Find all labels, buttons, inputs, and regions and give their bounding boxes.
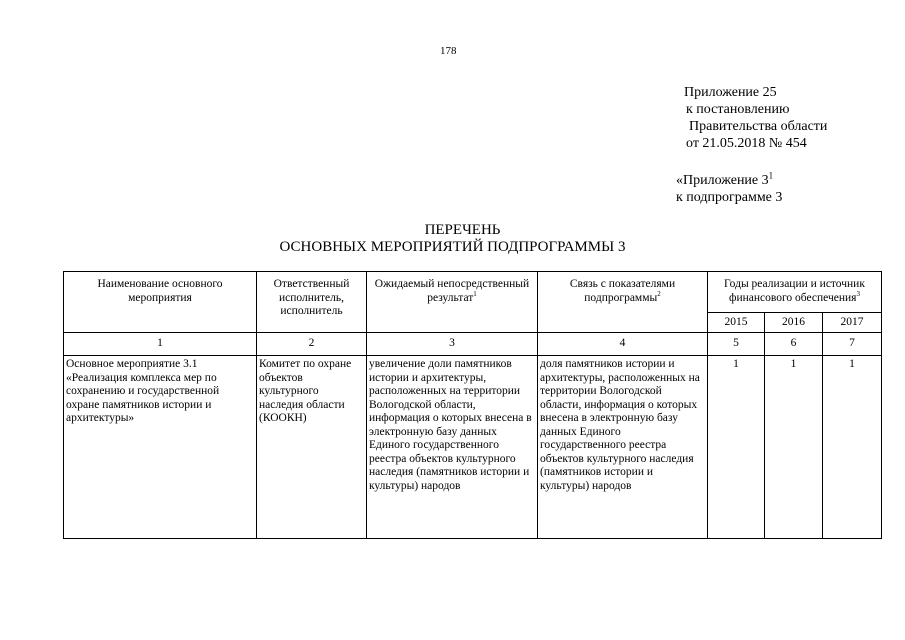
header-name: Наименование основного мероприятия — [64, 272, 257, 333]
column-numbers-row — [64, 333, 882, 356]
year-2015: 2015 — [708, 313, 765, 333]
sub-appendix-line-1 — [676, 172, 782, 189]
cell-2016: 1 — [765, 356, 823, 539]
column-number: 4 — [538, 333, 708, 356]
cell-result: увеличение доли памятников истории и архитектуры, расположенных на территории Вологодской области, информация о которых внесена в электронную базу данных Единого государственного реестра объектов культурного наследия (памятников истории и культуры) народов — [367, 356, 538, 539]
header-link-sup: 2 — [657, 289, 661, 298]
sub-appendix-sup: 1 — [768, 170, 774, 181]
title-line-1: ПЕРЕЧЕНЬ — [424, 222, 501, 238]
sub-appendix-block — [676, 172, 782, 206]
header-years-sup: 3 — [856, 289, 860, 298]
appendix-line-1: Приложение 25 — [684, 85, 777, 100]
sub-appendix-line-1-text: «Приложение 3 — [676, 173, 769, 188]
column-number: 2 — [257, 333, 367, 356]
header-result-sup: 1 — [473, 289, 477, 298]
cell-executor: Комитет по охране объектов культурного наследия области (КООКН) — [257, 356, 367, 539]
cell-2017: 1 — [823, 356, 882, 539]
measures-table — [63, 271, 882, 539]
header-link — [538, 272, 708, 333]
column-number: 1 — [64, 333, 257, 356]
header-result — [367, 272, 538, 333]
cell-name: Основное мероприятие 3.1 «Реализация комплекса мер по сохранению и государственной охране памятников истории и архитектуры» — [64, 356, 257, 539]
sub-appendix-line-2: к подпрограмме 3 — [676, 190, 783, 205]
column-number: 7 — [823, 333, 882, 356]
appendix-line-4: от 21.05.2018 № 454 — [686, 136, 807, 151]
page-number: 178 — [440, 45, 457, 57]
document-title — [0, 222, 905, 256]
title-line-2: ОСНОВНЫХ МЕРОПРИЯТИЙ ПОДПРОГРАММЫ 3 — [279, 239, 626, 255]
header-executor: Ответственный исполнитель, исполнитель — [257, 272, 367, 333]
header-link-text: Связь с показателями подпрограммы — [569, 278, 676, 304]
table-row — [64, 356, 882, 539]
cell-link: доля памятников истории и архитектуры, расположенных на территории Вологодской области, информация о которых внесена в электронную базу данных Единого государственного реестра объектов культурного наследия (памятников истории и культуры) народов — [538, 356, 708, 539]
appendix-line-2: к постановлению — [686, 102, 790, 117]
year-2017: 2017 — [823, 313, 882, 333]
header-years — [708, 272, 882, 313]
appendix-line-3: Правительства области — [689, 119, 828, 134]
column-number: 6 — [765, 333, 823, 356]
column-number: 5 — [708, 333, 765, 356]
appendix-block — [684, 84, 827, 152]
cell-2015: 1 — [708, 356, 765, 539]
header-result-text: Ожидаемый непосредственный результат — [374, 278, 530, 304]
year-2016: 2016 — [765, 313, 823, 333]
header-row — [64, 272, 882, 313]
header-years-text: Годы реализации и источник финансового обеспечения — [724, 278, 865, 304]
column-number: 3 — [367, 333, 538, 356]
